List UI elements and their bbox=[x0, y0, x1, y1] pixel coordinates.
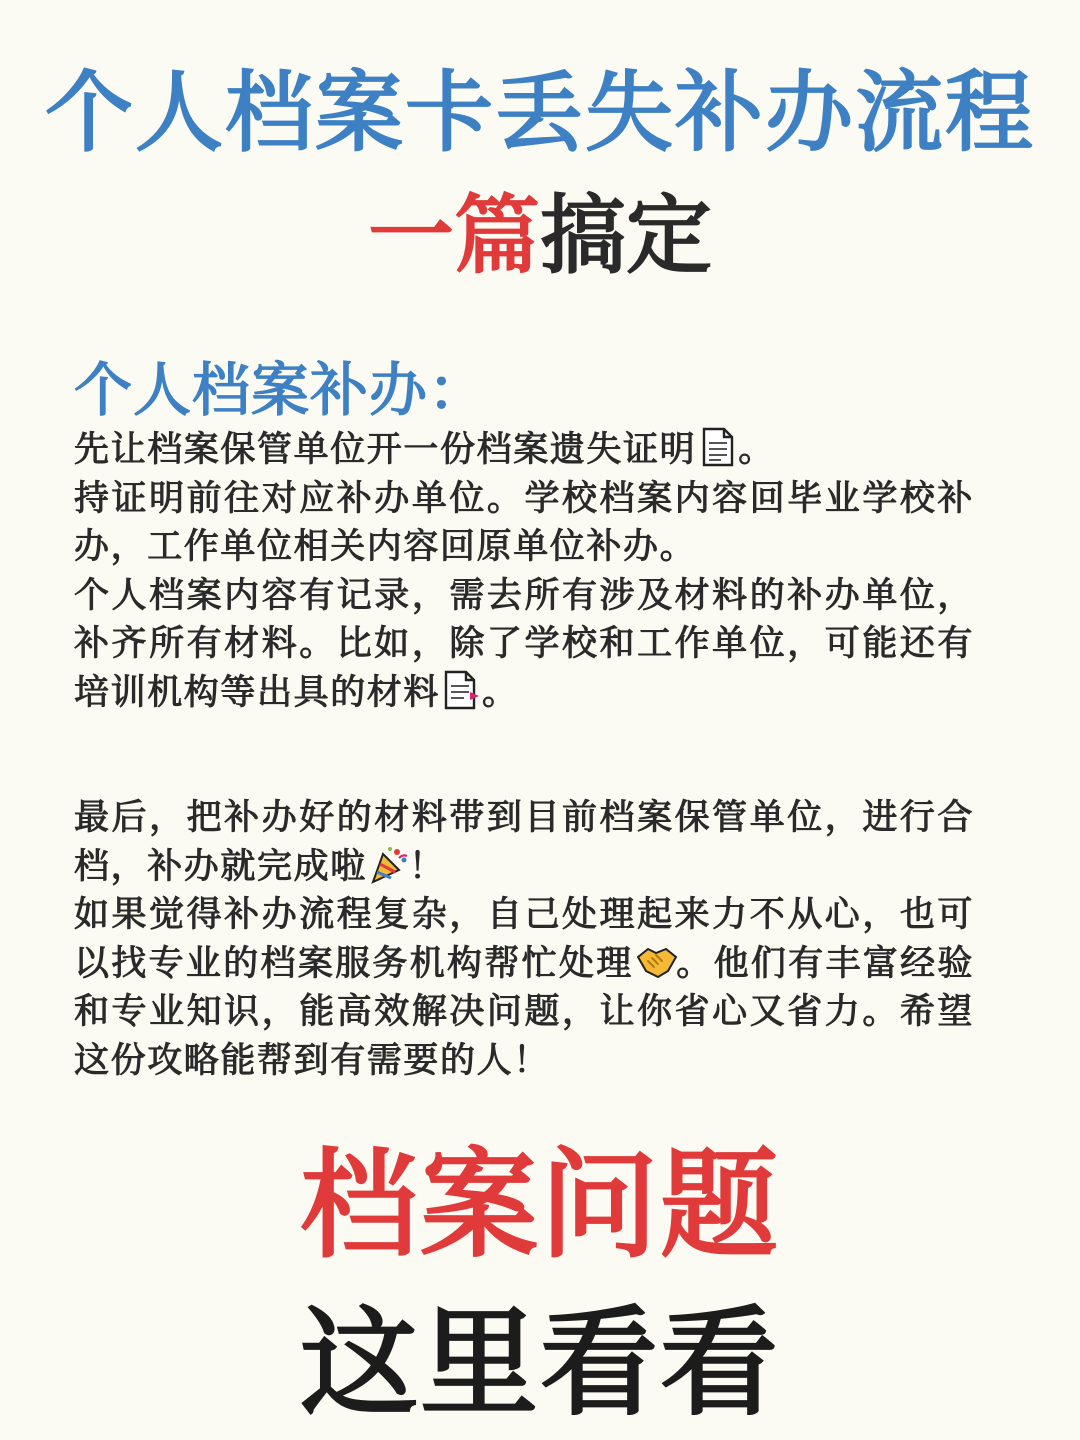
text-segment: ！ bbox=[408, 846, 446, 887]
subtitle-dark-part: 搞定 bbox=[540, 186, 712, 286]
text-segment: 如果觉得补办流程复杂，自己处理起来力不从心，也可以找专业的档案服务机构帮忙处理 bbox=[74, 895, 974, 984]
paragraph-line bbox=[74, 572, 974, 718]
paragraph-line bbox=[74, 891, 974, 1085]
text-segment: 。 bbox=[482, 672, 519, 713]
page-title: 个人档案卡丢失补办流程 bbox=[44, 61, 1035, 164]
paragraph-line: 持证明前往对应补办单位。学校档案内容回毕业学校补办，工作单位相关内容回原单位补办。 bbox=[74, 478, 974, 567]
document-icon bbox=[698, 427, 736, 467]
footer-red-heading: 档案问题 bbox=[299, 1136, 780, 1274]
paragraph-steps bbox=[74, 426, 974, 717]
text-segment: 个人档案内容有记录，需去所有涉及材料的补办单位，补齐所有材料。比如，除了学校和工作单位，可能还有培训机构等出具的材料 bbox=[74, 575, 974, 713]
party-popper-icon bbox=[369, 844, 407, 884]
bookmark-document-icon bbox=[442, 670, 480, 710]
paragraph-line bbox=[74, 794, 974, 891]
text-segment: 。他们有丰富经验和专业知识，能高效解决问题，让你省心又省力。希望这份攻略能帮到有需要的人！ bbox=[74, 943, 974, 1081]
paragraph-conclusion bbox=[74, 794, 974, 1085]
text-segment: 。 bbox=[738, 430, 775, 470]
subtitle-red-part: 一篇 bbox=[368, 186, 540, 286]
footer-dark-heading: 这里看看 bbox=[299, 1294, 780, 1432]
text-segment: 最后，把补办好的材料带到目前档案保管单位，进行合档，补办就完成啦 bbox=[74, 798, 974, 887]
handshake-icon bbox=[636, 941, 674, 981]
paragraph-line bbox=[74, 426, 974, 475]
text-segment: 先让档案保管单位开一份档案遗失证明 bbox=[74, 430, 697, 470]
section-heading: 个人档案补办： bbox=[74, 356, 488, 424]
page-subtitle bbox=[0, 182, 1080, 290]
